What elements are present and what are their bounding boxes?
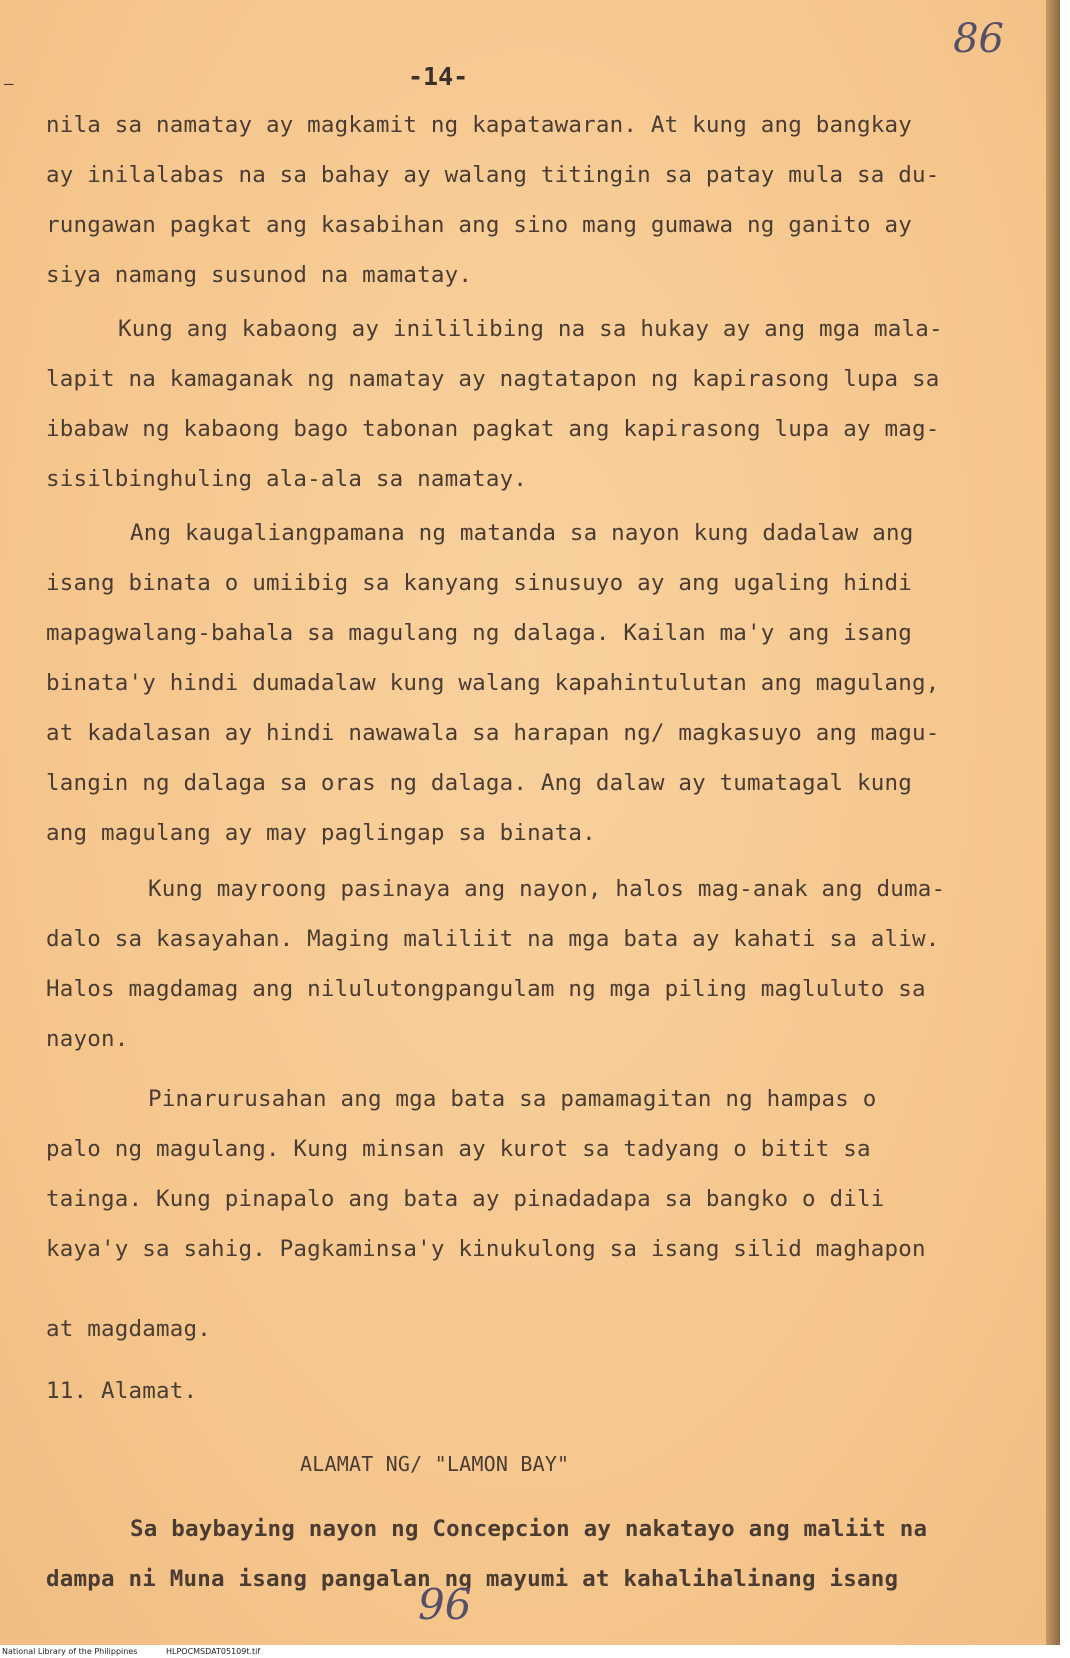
scan-footer bbox=[0, 1645, 1070, 1658]
text-line: at magdamag. bbox=[46, 1316, 211, 1342]
text-line: binata'y hindi dumadalaw kung walang kapahintulutan ang magulang, bbox=[46, 670, 940, 696]
text-line: Halos magdamag ang nilulutongpangulam ng mga piling magluluto sa bbox=[46, 976, 926, 1002]
margin-mark: — bbox=[4, 74, 14, 93]
text-line: tainga. Kung pinapalo ang bata ay pinadadapa sa bangko o dili bbox=[46, 1186, 885, 1212]
file-code: HLPOCMSDAT05109t.tif bbox=[165, 1647, 261, 1656]
text-line: dalo sa kasayahan. Maging maliliit na mga bata ay kahati sa aliw. bbox=[46, 926, 940, 952]
text-line: Pinarurusahan ang mga bata sa pamamagitan ng hampas o bbox=[148, 1086, 877, 1112]
text-line: nila sa namatay ay magkamit ng kapatawaran. At kung ang bangkay bbox=[46, 112, 913, 138]
text-line: Kung ang kabaong ay inililibing na sa hukay ay ang mga mala- bbox=[118, 316, 943, 342]
text-line: palo ng magulang. Kung minsan ay kurot sa tadyang o bitit sa bbox=[46, 1136, 871, 1162]
text-line: siya namang susunod na mamatay. bbox=[46, 262, 473, 288]
handwritten-page-number: 96 bbox=[418, 1580, 472, 1629]
text-line: Sa baybaying nayon ng Concepcion ay nakatayo ang maliit na bbox=[130, 1516, 928, 1542]
text-line: langin ng dalaga sa oras ng dalaga. Ang dalaw ay tumatagal kung bbox=[46, 770, 913, 796]
text-line: ibabaw ng kabaong bago tabonan pagkat ang kapirasong lupa ay mag- bbox=[46, 416, 940, 442]
legend-title: ALAMAT NG/ "LAMON BAY" bbox=[300, 1452, 570, 1476]
page-number: -14- bbox=[408, 62, 469, 91]
text-line: kaya'y sa sahig. Pagkaminsa'y kinukulong sa isang silid maghapon bbox=[46, 1236, 926, 1262]
text-line: rungawan pagkat ang kasabihan ang sino mang gumawa ng ganito ay bbox=[46, 212, 913, 238]
text-line: ang magulang ay may paglingap sa binata. bbox=[46, 820, 596, 846]
page-edge bbox=[1046, 0, 1060, 1645]
text-line: lapit na kamaganak ng namatay ay nagtatapon ng kapirasong lupa sa bbox=[46, 366, 940, 392]
text-line: dampa ni Muna isang pangalan ng mayumi at kahalihalinang isang bbox=[46, 1566, 899, 1592]
section-heading: 11. Alamat. bbox=[46, 1378, 198, 1404]
text-line: Kung mayroong pasinaya ang nayon, halos mag-anak ang duma- bbox=[148, 876, 946, 902]
text-line: ay inilalabas na sa bahay ay walang titingin sa patay mula sa du- bbox=[46, 162, 940, 188]
text-line: Ang kaugaliangpamana ng matanda sa nayon kung dadalaw ang bbox=[130, 520, 914, 546]
text-line: sisilbinghuling ala-ala sa namatay. bbox=[46, 466, 528, 492]
text-line: at kadalasan ay hindi nawawala sa harapan ng/ magkasuyo ang magu- bbox=[46, 720, 940, 746]
handwritten-folio-number: 86 bbox=[953, 16, 1004, 62]
library-credit: National Library of the Philippines bbox=[2, 1647, 138, 1656]
text-line: nayon. bbox=[46, 1026, 129, 1052]
text-line: isang binata o umiibig sa kanyang sinusuyo ay ang ugaling hindi bbox=[46, 570, 913, 596]
text-line: mapagwalang-bahala sa magulang ng dalaga. Kailan ma'y ang isang bbox=[46, 620, 913, 646]
